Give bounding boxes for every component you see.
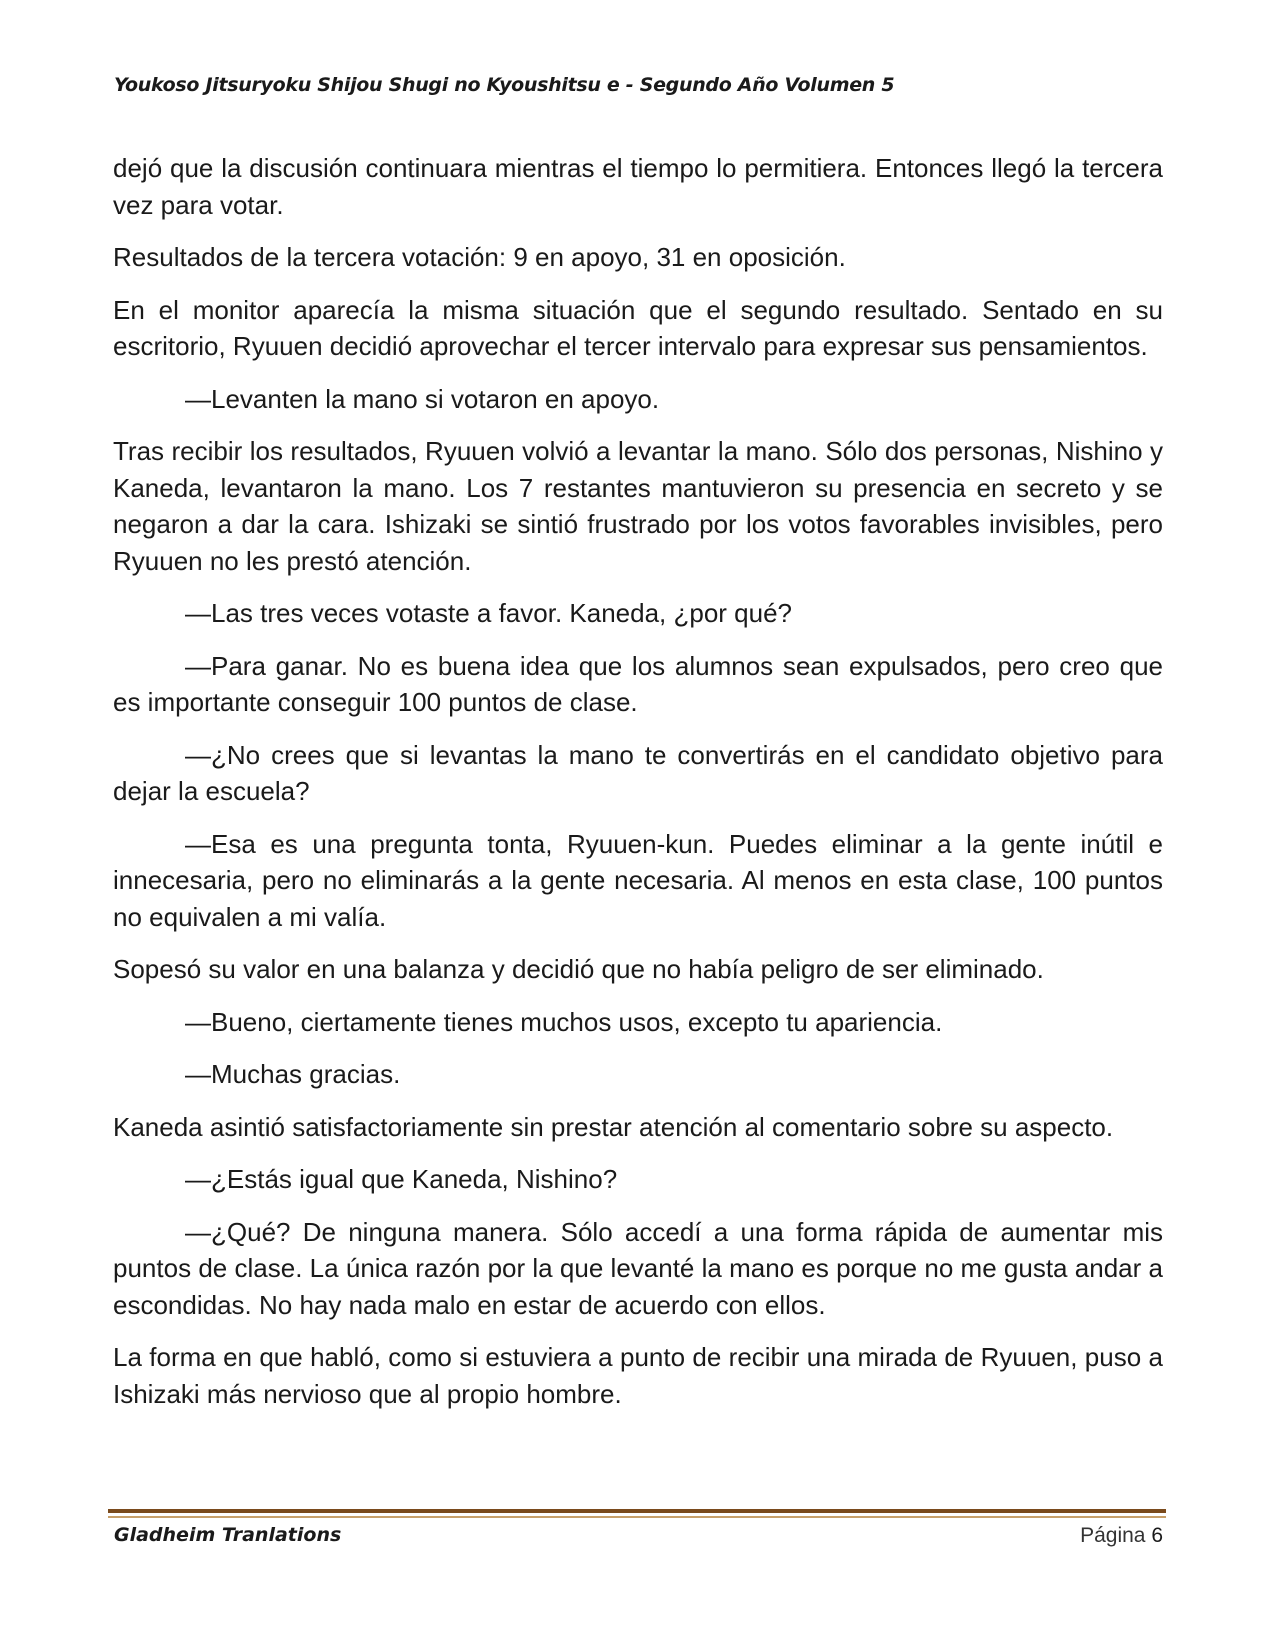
page-number-label (1080, 1524, 1163, 1548)
running-header-title: Youkoso Jitsuryoku Shijou Shugi no Kyoushitsu e - Segundo Año Volumen 5 (114, 74, 895, 96)
paragraph: En el monitor aparecía la misma situación que el segundo resultado. Sentado en su escritorio, Ryuuen decidió aprovechar el tercer intervalo para expresar sus pensamientos. (113, 294, 1163, 361)
dialogue-paragraph: —¿No crees que si levantas la mano te convertirás en el candidato objetivo para dejar la escuela? (113, 739, 1163, 806)
footer-divider-thin (108, 1516, 1166, 1518)
paragraph: dejó que la discusión continuara mientras el tiempo lo permitiera. Entonces llegó la tercera vez para votar. (113, 153, 1163, 220)
dialogue-paragraph: —¿Qué? De ninguna manera. Sólo accedí a una forma rápida de aumentar mis puntos de clase. La única razón por la que levanté la mano es porque no me gusta andar a escondidas. No hay nada malo en estar de acuerdo con ellos. (113, 1216, 1163, 1320)
paragraph: La forma en que habló, como si estuviera a punto de recibir una mirada de Ryuuen, puso a Ishizaki más nervioso que al propio hombre. (113, 1342, 1163, 1409)
footer-divider-thick (108, 1509, 1166, 1513)
footer-credit: Gladheim Tranlations (114, 1524, 342, 1546)
paragraph: Resultados de la tercera votación: 9 en apoyo, 31 en oposición. (113, 242, 846, 272)
page-number: 6 (1151, 1524, 1163, 1547)
dialogue-paragraph: —Levanten la mano si votaron en apoyo. (185, 383, 660, 414)
paragraph: Kaneda asintió satisfactoriamente sin prestar atención al comentario sobre su aspecto. (113, 1111, 1114, 1142)
page-label-text: Página (1080, 1524, 1146, 1547)
dialogue-paragraph: —Muchas gracias. (185, 1059, 401, 1089)
dialogue-paragraph: —Esa es una pregunta tonta, Ryuuen-kun. Puedes eliminar a la gente inútil e innecesaria, pero no eliminarás a la gente necesaria. Al menos en esta clase, 100 puntos no equivalen a mi valía. (113, 828, 1163, 932)
page-body (113, 150, 1163, 1428)
paragraph: Tras recibir los resultados, Ryuuen volvió a levantar la mano. Sólo dos personas, Nishino y Kaneda, levantaron la mano. Los 7 restantes mantuvieron su presencia en secreto y se negaron a dar la cara. Ishizaki se sintió frustrado por los votos favorables invisibles, pero Ryuuen no les prestó atención. (113, 436, 1163, 576)
paragraph: Sopesó su valor en una balanza y decidió que no había peligro de ser eliminado. (113, 954, 1044, 984)
dialogue-paragraph: —Bueno, ciertamente tienes muchos usos, excepto tu apariencia. (185, 1006, 943, 1037)
dialogue-paragraph: —Las tres veces votaste a favor. Kaneda, ¿por qué? (185, 598, 793, 628)
dialogue-paragraph: —¿Estás igual que Kaneda, Nishino? (185, 1164, 618, 1194)
dialogue-paragraph: —Para ganar. No es buena idea que los alumnos sean expulsados, pero creo que es importante conseguir 100 puntos de clase. (113, 650, 1163, 717)
